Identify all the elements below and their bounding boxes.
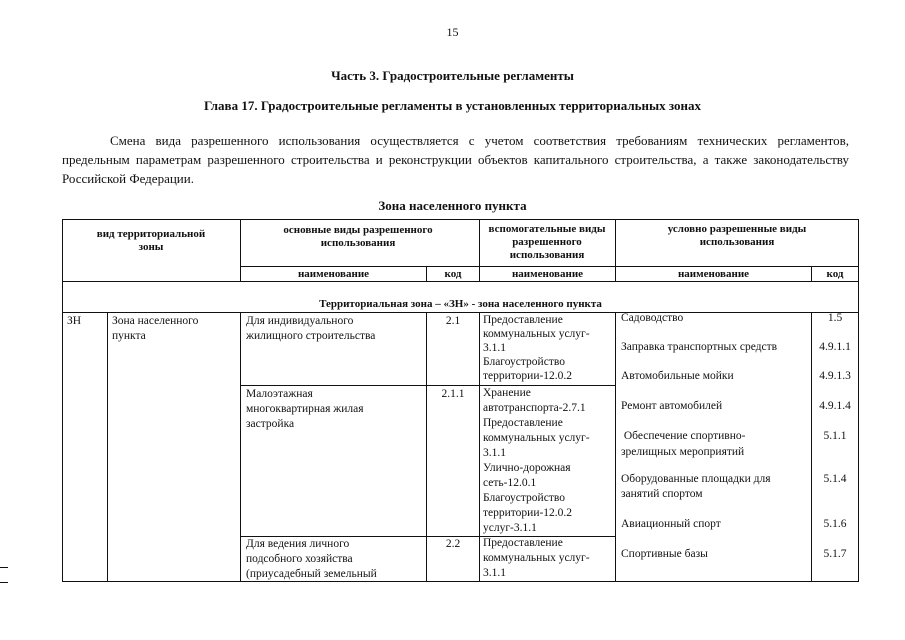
subheader-cond-code: код [826, 268, 844, 280]
page-number: 15 [446, 25, 459, 39]
margin-mark [0, 567, 8, 568]
table-line [240, 312, 241, 582]
main-use-name-line: Малоэтажная [246, 388, 313, 400]
cond-use-name: Авиационный спорт [621, 518, 721, 530]
cond-use-code: 4.9.1.3 [819, 370, 851, 382]
cond-use-code: 1.5 [827, 312, 843, 324]
cond-use-code: 5.1.4 [823, 473, 847, 485]
cond-use-name: Автомобильные мойки [621, 370, 734, 382]
cond-use-name: Садоводство [621, 312, 684, 324]
aux-use-line: Улично-дорожная [483, 462, 571, 474]
cond-use-name: зрелищных мероприятий [621, 446, 745, 458]
aux-use-line: 3.1.1 [483, 447, 506, 459]
table-border-top [62, 219, 859, 220]
main-use-code: 2.1 [445, 315, 461, 327]
aux-use-line: сеть-12.0.1 [483, 477, 537, 489]
header-aux-uses: вспомогательные виды разрешенного использования [488, 223, 606, 261]
aux-use-line: 3.1.1 [483, 567, 506, 579]
header-cond-uses: условно разрешенные виды использования [667, 223, 807, 248]
aux-use-line: автотранспорта-2.7.1 [483, 402, 586, 414]
main-use-name-line: (приусадебный земельный [246, 568, 377, 580]
cond-use-name: Обеспечение спортивно- [621, 430, 746, 442]
table-line [615, 312, 616, 582]
aux-use-line: Предоставление [483, 537, 563, 549]
main-use-name-line: жилищного строительства [246, 330, 376, 342]
table-line [240, 385, 615, 386]
aux-use-line: Благоустройство [483, 492, 565, 504]
cond-use-code: 5.1.1 [823, 430, 847, 442]
zone-title: Зона населенного пункта [378, 198, 527, 213]
aux-use-line: Благоустройство [483, 356, 565, 368]
main-use-name-line: застройка [246, 418, 295, 430]
aux-use-line: коммунальных услуг- [483, 432, 590, 444]
cond-use-name: Оборудованные площадки для [621, 473, 771, 485]
part-title: Часть 3. Градостроительные регламенты [331, 68, 574, 83]
aux-use-line: коммунальных услуг- [483, 328, 590, 340]
cond-use-code: 5.1.7 [823, 548, 847, 560]
zone-name-line: Зона населенного [112, 315, 199, 327]
header-main-uses: основные виды разрешенного использования [283, 224, 433, 249]
main-use-code: 2.2 [445, 538, 461, 550]
aux-use-line: услуг-3.1.1 [483, 522, 537, 534]
table-border-left [62, 219, 63, 582]
table-line [107, 312, 108, 582]
intro-paragraph: Смена вида разрешенного использования осуществляется с учетом соответствия требованиям технических регламентов, предельным параметрам разрешенного строительства и реконструкции объектов капитального строительства, а также законодательству Российской Федерации. [62, 133, 849, 186]
main-use-code: 2.1.1 [441, 388, 465, 400]
aux-use-line: Хранение [483, 387, 531, 399]
aux-use-line: территории-12.0.2 [483, 507, 573, 519]
header-zone-type: вид территориальной зоны [96, 228, 206, 253]
aux-use-line: коммунальных услуг- [483, 552, 590, 564]
cond-use-code: 4.9.1.4 [819, 400, 851, 412]
table-line [62, 312, 859, 313]
aux-use-line: территории-12.0.2 [483, 370, 573, 382]
cond-use-code: 4.9.1.1 [819, 341, 851, 353]
aux-use-line: 3.1.1 [483, 342, 506, 354]
subheader-cond-name: наименование [677, 268, 750, 280]
subheader-main-name: наименование [297, 268, 370, 280]
chapter-title: Глава 17. Градостроительные регламенты в установленных территориальных зонах [203, 98, 702, 113]
cond-use-code: 5.1.6 [823, 518, 847, 530]
zone-code: ЗН [67, 315, 82, 327]
subheader-aux-name: наименование [511, 268, 584, 280]
cond-use-name: Спортивные базы [621, 548, 708, 560]
main-use-name-line: Для ведения личного [246, 538, 350, 550]
cond-use-name: Ремонт автомобилей [621, 400, 723, 412]
subheader-main-code: код [444, 268, 462, 280]
table-line [858, 312, 859, 582]
aux-use-line: Предоставление [483, 314, 563, 326]
table-border-bottom [62, 581, 859, 582]
cond-use-name: Заправка транспортных средств [621, 341, 778, 353]
main-use-name-line: Для индивидуального [246, 315, 354, 327]
margin-mark [0, 582, 8, 583]
cond-use-name: занятий спортом [621, 488, 703, 500]
zone-name-line: пункта [112, 330, 146, 342]
table-line [479, 312, 480, 582]
aux-use-line: Предоставление [483, 417, 563, 429]
main-use-name-line: подсобного хозяйства [246, 553, 353, 565]
main-use-name-line: многоквартирная жилая [246, 403, 364, 415]
regulations-table [62, 219, 859, 582]
section-title: Территориальная зона – «ЗН» - зона населенного пункта [319, 298, 602, 310]
